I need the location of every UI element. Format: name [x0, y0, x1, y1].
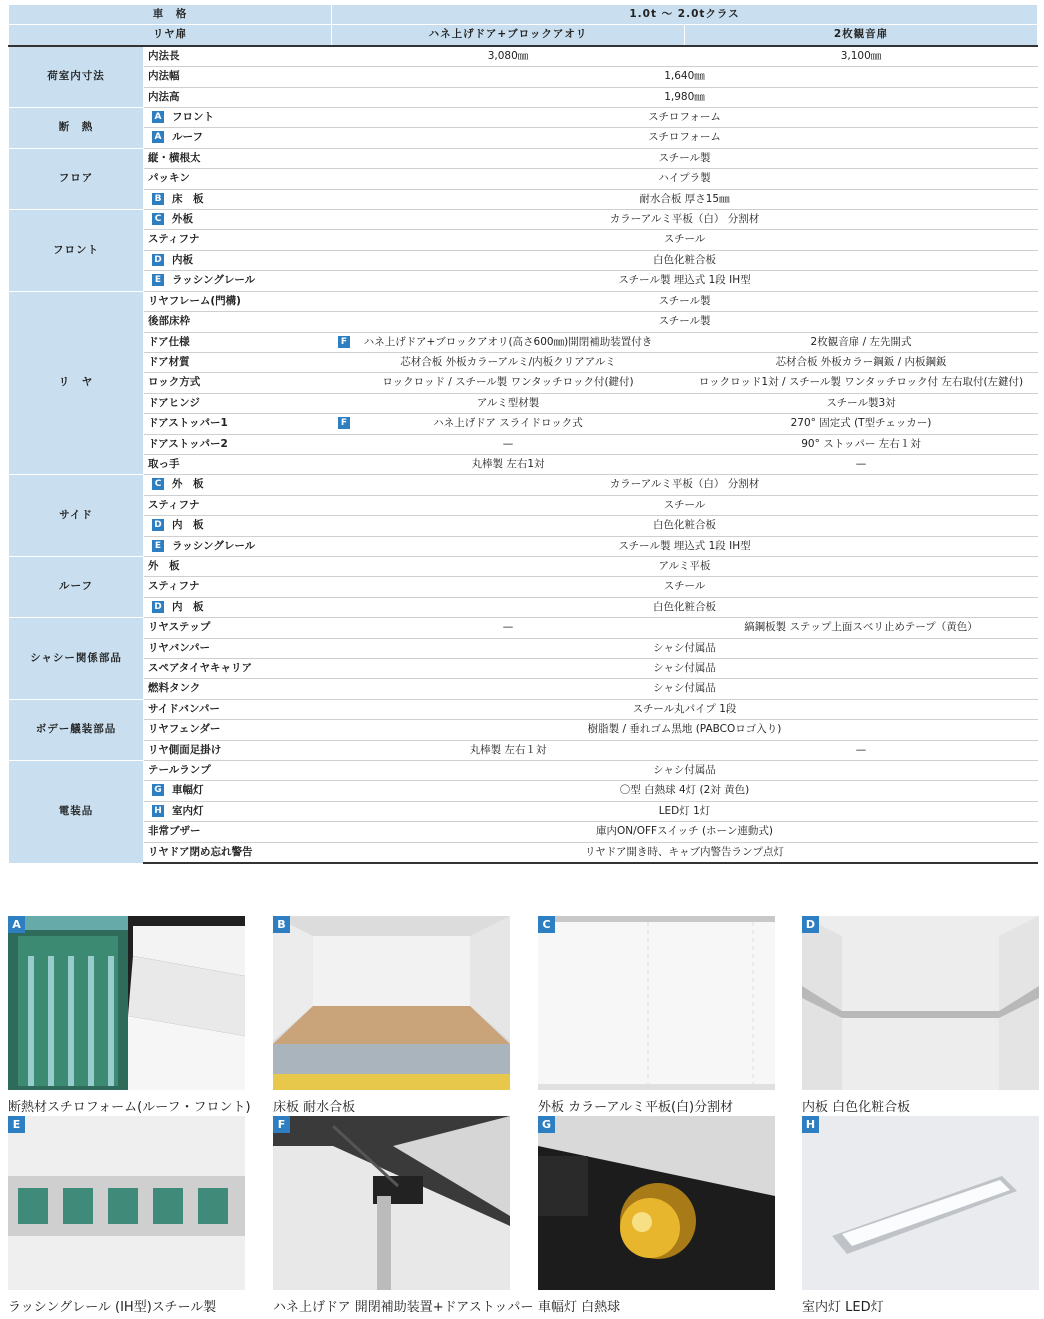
spec-value: スチール製 埋込式 1段 IH型	[332, 271, 1038, 291]
spec-value: スチール製 埋込式 1段 IH型	[332, 536, 1038, 556]
spec-item	[144, 740, 332, 760]
spec-value-a	[332, 414, 685, 434]
category-label: ボデー艤装部品	[9, 699, 144, 760]
spec-value-a-wrap	[332, 618, 684, 637]
spec-row	[9, 618, 1038, 638]
outer-panel-image	[538, 916, 775, 1090]
spec-item-label: スティフナ	[148, 233, 200, 246]
spec-item-label: リヤフレーム(門構)	[148, 294, 241, 307]
spec-row	[9, 516, 1038, 536]
spec-item-label: ドアヒンジ	[148, 396, 200, 409]
spec-value: カラーアルミ平板（白） 分割材	[332, 210, 1038, 230]
styrofoam-photo	[8, 916, 245, 1090]
photo-ref-badge: G	[152, 784, 164, 796]
spec-item	[144, 781, 332, 801]
spec-item	[144, 475, 332, 495]
spec-value: スチール	[332, 577, 1038, 597]
photo-tag: B	[273, 916, 290, 933]
spec-value: LED灯 1灯	[332, 801, 1038, 821]
spec-row	[9, 352, 1038, 372]
spec-item	[144, 842, 332, 863]
photo-ref-badge: C	[152, 213, 164, 225]
spec-row	[9, 638, 1038, 658]
spec-value-b: 芯材合板 外板カラー鋼鈑 / 内板鋼鈑	[685, 352, 1038, 372]
spec-row	[9, 842, 1038, 863]
category-label: サイド	[9, 475, 144, 557]
spec-item	[144, 67, 332, 87]
spec-value: 樹脂製 / 垂れゴム黒地 (PABCOロゴ入り)	[332, 720, 1038, 740]
spec-item	[144, 128, 332, 148]
photo-tag: E	[8, 1116, 25, 1133]
photo-ref-badge: D	[152, 254, 164, 266]
spec-item-label: 内 板	[172, 600, 204, 613]
spec-value: ハイプラ製	[332, 169, 1038, 189]
spec-item-label: 取っ手	[148, 457, 180, 470]
spec-row	[9, 597, 1038, 617]
spec-row	[9, 699, 1038, 719]
spec-value-a-text: —	[502, 621, 514, 634]
spec-row	[9, 373, 1038, 393]
door-assist-image	[273, 1116, 510, 1290]
photo-a	[8, 916, 251, 1115]
spec-value-a-wrap	[332, 414, 684, 433]
photo-caption: 外板 カラーアルミ平板(白)分割材	[538, 1100, 734, 1115]
spec-item	[144, 332, 332, 352]
spec-row	[9, 87, 1038, 107]
spec-value-a	[332, 618, 685, 638]
spec-item-label: 内法高	[148, 90, 180, 103]
spec-row	[9, 108, 1038, 128]
spec-item	[144, 414, 332, 434]
spec-item-label: 縦・横根太	[148, 151, 201, 164]
spec-value-a-text: 芯材合板 外板カラーアルミ/内板クリアアルミ	[400, 355, 616, 368]
side-marker-photo	[538, 1116, 775, 1290]
photo-tag: C	[538, 916, 555, 933]
spec-item	[144, 352, 332, 372]
photo-c	[538, 916, 775, 1115]
spec-row	[9, 189, 1038, 209]
header-col-b: 2枚観音扉	[685, 25, 1038, 46]
photo-caption: 室内灯 LED灯	[802, 1300, 884, 1315]
spec-item-label: テールランプ	[148, 764, 211, 777]
photo-ref-badge: C	[152, 478, 164, 490]
photo-e	[8, 1116, 245, 1315]
spec-row	[9, 46, 1038, 67]
spec-item-label: 後部床枠	[148, 315, 190, 328]
spec-item	[144, 536, 332, 556]
spec-item	[144, 761, 332, 781]
spec-item	[144, 434, 332, 454]
spec-value-b: スチール製3対	[685, 393, 1038, 413]
spec-item-label: 内板	[172, 253, 193, 266]
spec-value: スチール	[332, 230, 1038, 250]
spec-value: アルミ平板	[332, 556, 1038, 576]
category-label: ルーフ	[9, 556, 144, 617]
spec-item-label: 外 板	[172, 478, 204, 491]
photo-ref-badge: E	[152, 540, 164, 552]
spec-row	[9, 454, 1038, 474]
spec-item-label: 室内灯	[172, 804, 204, 817]
spec-value-a-text: ハネ上げドア スライドロック式	[433, 417, 583, 430]
spec-body	[9, 46, 1038, 863]
spec-item	[144, 250, 332, 270]
styrofoam-image	[8, 916, 245, 1090]
spec-value-b: 270° 固定式 (T型チェッカー)	[685, 414, 1038, 434]
spec-item	[144, 312, 332, 332]
spec-value-a-text: 丸棒製 左右１対	[469, 743, 547, 756]
spec-item	[144, 822, 332, 842]
spec-row	[9, 801, 1038, 821]
spec-row	[9, 495, 1038, 515]
spec-value: スチロフォーム	[332, 128, 1038, 148]
spec-item-label: 外 板	[148, 559, 180, 572]
spec-value-a-wrap	[332, 47, 684, 66]
spec-item-label: リヤフェンダー	[148, 723, 221, 736]
spec-value-a-text: —	[502, 437, 514, 450]
header-col-a: ハネ上げドア+ブロックアオリ	[332, 25, 685, 46]
door-assist-photo	[273, 1116, 510, 1290]
header-row-door	[9, 25, 1038, 46]
spec-value-a-wrap	[332, 455, 684, 474]
spec-row	[9, 740, 1038, 760]
spec-value-a-wrap	[332, 373, 684, 392]
photo-b	[273, 916, 510, 1115]
spec-item	[144, 454, 332, 474]
photo-ref-badge: H	[152, 805, 164, 817]
photo-caption: 床板 耐水合板	[273, 1100, 356, 1115]
spec-row	[9, 556, 1038, 576]
spec-item	[144, 148, 332, 168]
spec-value-a	[332, 332, 685, 352]
photo-ref-badge: D	[152, 519, 164, 531]
spec-item-label: ロック方式	[148, 376, 201, 389]
spec-row	[9, 577, 1038, 597]
spec-item	[144, 679, 332, 699]
spec-row	[9, 250, 1038, 270]
spec-value: 耐水合板 厚さ15㎜	[332, 189, 1038, 209]
spec-value: 庫内ON/OFFスイッチ (ホーン連動式)	[332, 822, 1038, 842]
floor-image	[273, 916, 510, 1090]
spec-row	[9, 148, 1038, 168]
spec-value-a-wrap	[332, 333, 684, 352]
photo-ref-badge: F	[338, 417, 350, 429]
spec-item-label: ドアストッパー1	[148, 417, 228, 430]
spec-item-label: 外板	[172, 213, 193, 226]
side-marker-image	[538, 1116, 775, 1290]
spec-value: スチール製	[332, 312, 1038, 332]
spec-row	[9, 536, 1038, 556]
spec-row	[9, 128, 1038, 148]
photo-tag: F	[273, 1116, 290, 1133]
spec-value: リヤドア開き時、キャブ内警告ランプ点灯	[332, 842, 1038, 863]
category-label: 断 熱	[9, 108, 144, 149]
photo-h	[802, 1116, 1039, 1315]
spec-item-label: リヤステップ	[148, 621, 211, 634]
spec-item	[144, 87, 332, 107]
spec-value-a	[332, 740, 685, 760]
spec-item-label: 燃料タンク	[148, 682, 201, 695]
spec-value-b: —	[685, 454, 1038, 474]
header-row-size	[9, 5, 1038, 25]
spec-item	[144, 638, 332, 658]
photo-ref-badge: F	[338, 336, 350, 348]
spec-item-label: リヤバンパー	[148, 641, 211, 654]
spec-item-label: 車幅灯	[172, 784, 204, 797]
spec-item	[144, 495, 332, 515]
spec-row	[9, 822, 1038, 842]
photo-ref-badge: A	[152, 111, 164, 123]
spec-value-b: ロックロッド1対 / スチール製 ワンタッチロック付 左右取付(左鍵付)	[685, 373, 1038, 393]
spec-value-a	[332, 352, 685, 372]
photo-ref-badge: D	[152, 601, 164, 613]
photo-g	[538, 1116, 775, 1315]
spec-item	[144, 659, 332, 679]
spec-value-a-wrap	[332, 353, 684, 372]
spec-item-label: スティフナ	[148, 580, 200, 593]
inner-panel-photo	[802, 916, 1039, 1090]
spec-item	[144, 618, 332, 638]
category-label: 電装品	[9, 761, 144, 864]
photo-d	[802, 916, 1039, 1115]
spec-value-a-text: 3,080㎜	[487, 49, 529, 62]
floor-photo	[273, 916, 510, 1090]
photo-ref-badge: E	[152, 274, 164, 286]
outer-panel-photo	[538, 916, 775, 1090]
spec-value: スチール製	[332, 291, 1038, 311]
spec-row	[9, 761, 1038, 781]
spec-row	[9, 475, 1038, 495]
lashing-rail-photo	[8, 1116, 245, 1290]
category-label: シャシー関係部品	[9, 618, 144, 700]
spec-value-b: 3,100㎜	[685, 46, 1038, 67]
photo-tag: H	[802, 1116, 819, 1133]
spec-value-a-text: 丸棒製 左右1対	[471, 457, 545, 470]
category-label: フロント	[9, 210, 144, 292]
spec-value: 1,980㎜	[332, 87, 1038, 107]
spec-row	[9, 312, 1038, 332]
spec-value: シャシ付属品	[332, 638, 1038, 658]
spec-table	[8, 4, 1038, 864]
spec-row	[9, 332, 1038, 352]
spec-row	[9, 434, 1038, 454]
photo-caption: 内板 白色化粧合板	[802, 1100, 911, 1115]
spec-item-label: スペアタイヤキャリア	[148, 662, 253, 674]
category-label: フロア	[9, 148, 144, 209]
spec-value: 〇型 白熱球 4灯 (2対 黄色)	[332, 781, 1038, 801]
spec-value-a-text: アルミ型材製	[476, 396, 540, 409]
spec-item-label: ラッシングレール	[172, 274, 256, 287]
spec-item	[144, 699, 332, 719]
spec-item	[144, 801, 332, 821]
spec-value-a	[332, 454, 685, 474]
header-size-label: 車 格	[9, 5, 332, 25]
category-label: 荷室内寸法	[9, 46, 144, 108]
spec-item-label: ドア仕様	[148, 335, 190, 348]
spec-value: スチロフォーム	[332, 108, 1038, 128]
photo-ref-badge: A	[152, 131, 164, 143]
spec-row	[9, 393, 1038, 413]
photo-caption: 断熱材スチロフォーム(ルーフ・フロント)	[8, 1100, 251, 1115]
spec-item-label: ドアストッパー2	[148, 437, 228, 450]
spec-item-label: リヤドア閉め忘れ警告	[148, 845, 253, 858]
spec-item-label: フロント	[172, 111, 214, 124]
spec-value-a	[332, 46, 685, 67]
spec-item-label: 内法長	[148, 49, 180, 62]
header-size-value: 1.0t ～ 2.0tクラス	[332, 5, 1038, 25]
photo-caption: ハネ上げドア 開閉補助装置+ドアストッパー	[273, 1300, 534, 1315]
photo-caption: ラッシングレール (IH型)スチール製	[8, 1300, 217, 1315]
spec-value-b: 2枚観音扉 / 左先開式	[685, 332, 1038, 352]
photo-caption: 車幅灯 白熱球	[538, 1300, 621, 1315]
spec-item	[144, 169, 332, 189]
spec-value: 1,640㎜	[332, 67, 1038, 87]
spec-item	[144, 373, 332, 393]
spec-value-a-wrap	[332, 394, 684, 413]
spec-value: シャシ付属品	[332, 659, 1038, 679]
spec-item-label: 非常ブザー	[148, 825, 201, 838]
spec-row	[9, 67, 1038, 87]
spec-value: スチール	[332, 495, 1038, 515]
spec-value-a-wrap	[332, 435, 684, 454]
spec-row	[9, 291, 1038, 311]
spec-item	[144, 597, 332, 617]
spec-value-a-text: ハネ上げドア+ブロックアオリ(高さ600㎜)開閉補助装置付き	[363, 335, 653, 348]
spec-item-label: ドア材質	[148, 355, 190, 368]
spec-item	[144, 271, 332, 291]
spec-item-label: サイドバンパー	[148, 702, 220, 715]
spec-row	[9, 169, 1038, 189]
spec-value-b: 90° ストッパー 左右１対	[685, 434, 1038, 454]
spec-value: シャシ付属品	[332, 679, 1038, 699]
spec-row	[9, 720, 1038, 740]
spec-value: 白色化粧合板	[332, 250, 1038, 270]
spec-item-label: パッキン	[148, 172, 190, 185]
spec-value-a-wrap	[332, 741, 684, 760]
header-door-label: リヤ扉	[9, 25, 332, 46]
category-label: リ ヤ	[9, 291, 144, 475]
spec-item	[144, 577, 332, 597]
spec-value: スチール製	[332, 148, 1038, 168]
spec-row	[9, 679, 1038, 699]
spec-row	[9, 781, 1038, 801]
room-light-photo	[802, 1116, 1039, 1290]
spec-item	[144, 720, 332, 740]
photo-f	[273, 1116, 534, 1315]
spec-row	[9, 230, 1038, 250]
lashing-rail-image	[8, 1116, 245, 1290]
inner-panel-image	[802, 916, 1039, 1090]
spec-row	[9, 414, 1038, 434]
spec-item-label: 内法幅	[148, 70, 180, 83]
spec-item	[144, 108, 332, 128]
spec-value-a	[332, 373, 685, 393]
spec-item-label: ラッシングレール	[172, 539, 256, 552]
room-light-image	[802, 1116, 1039, 1290]
photo-ref-badge: B	[152, 193, 164, 205]
photo-tag: G	[538, 1116, 555, 1133]
spec-item-label: スティフナ	[148, 498, 200, 511]
spec-item-label: 床 板	[172, 192, 204, 205]
spec-value: 白色化粧合板	[332, 597, 1038, 617]
spec-value: カラーアルミ平板（白） 分割材	[332, 475, 1038, 495]
photo-tag: A	[8, 916, 25, 933]
spec-value-a	[332, 434, 685, 454]
spec-item	[144, 230, 332, 250]
spec-value-a	[332, 393, 685, 413]
photo-tag: D	[802, 916, 819, 933]
spec-value-b: —	[685, 740, 1038, 760]
spec-row	[9, 271, 1038, 291]
spec-item	[144, 291, 332, 311]
spec-item-label: ルーフ	[172, 131, 203, 144]
spec-row	[9, 210, 1038, 230]
spec-value: スチール丸パイプ 1段	[332, 699, 1038, 719]
spec-row	[9, 659, 1038, 679]
spec-item-label: 内 板	[172, 519, 204, 532]
spec-item	[144, 46, 332, 67]
spec-item	[144, 516, 332, 536]
spec-item-label: リヤ側面足掛け	[148, 743, 222, 756]
spec-value-b: 縞鋼板製 ステップ上面スベリ止めテープ（黄色）	[685, 618, 1038, 638]
spec-item	[144, 210, 332, 230]
spec-item	[144, 556, 332, 576]
spec-value: 白色化粧合板	[332, 516, 1038, 536]
spec-item	[144, 393, 332, 413]
spec-value-a-text: ロックロッド / スチール製 ワンタッチロック付(鍵付)	[382, 376, 634, 389]
spec-item	[144, 189, 332, 209]
spec-value: シャシ付属品	[332, 761, 1038, 781]
